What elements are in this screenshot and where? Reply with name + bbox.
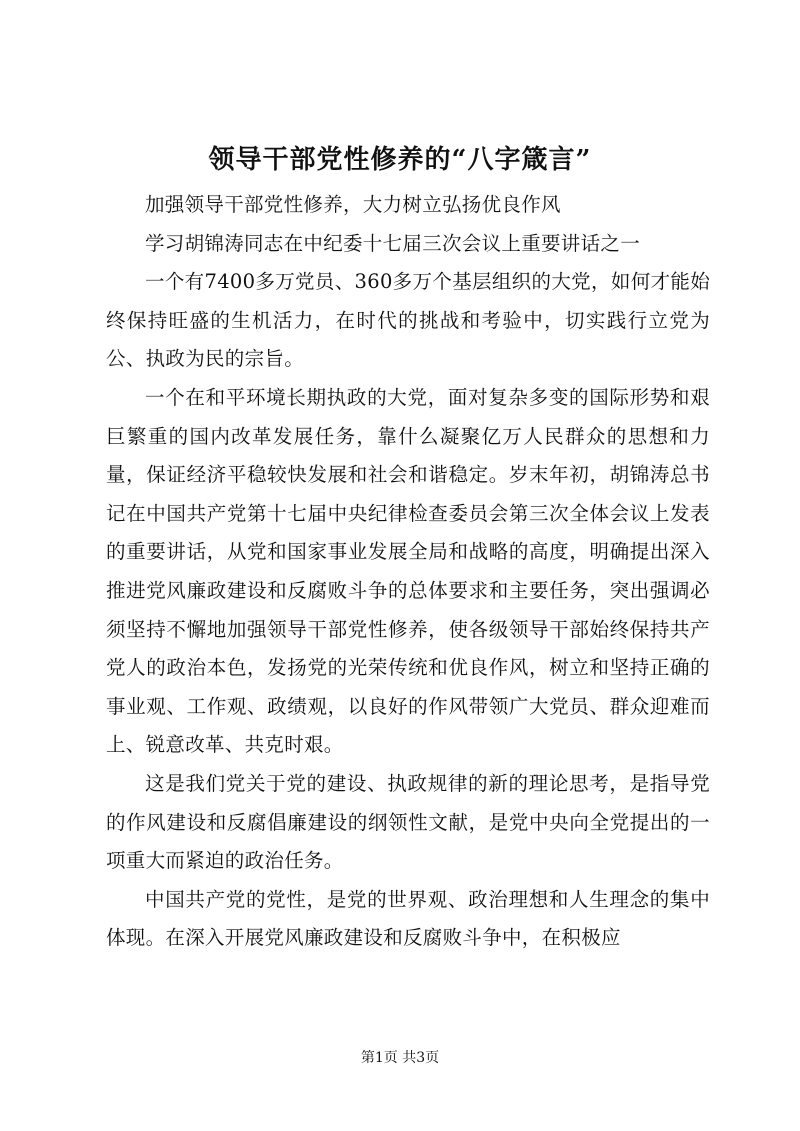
document-body [106,186,710,958]
body-paragraph: 一个在和平环境长期执政的大党，面对复杂多变的国际形势和艰巨繁重的国内改革发展任务，靠什么凝聚亿万人民群众的思想和力量，保证经济平稳较快发展和社会和谐稳定。岁末年初，胡锦涛总书记在中国共产党第十七届中央纪律检查委员会第三次全体会议上发表的重要讲话，从党和国家事业发展全局和战略的高度，明确提出深入推进党风廉政建设和反腐败斗争的总体要求和主要任务，突出强调必须坚持不懈地加强领导干部党性修养，使各级领导干部始终保持共产党人的政治本色，发扬党的光荣传统和优良作风，树立和坚持正确的事业观、工作观、政绩观，以良好的作风带领广大党员、群众迎难而上、锐意改革、共克时艰。 [106,385,710,757]
document-title: 领导干部党性修养的“八字箴言” [208,145,592,175]
page-footer: 第1页 共3页 [360,1050,440,1066]
subtitle-paragraph: 加强领导干部党性修养，大力树立弘扬优良作风 [145,193,561,216]
body-paragraph: 中国共产党的党性，是党的世界观、政治理想和人生理念的集中体现。在深入开展党风廉政建设和反腐败斗争中，在积极应 [106,887,710,950]
body-paragraph: 这是我们党关于党的建设、执政规律的新的理论思考，是指导党的作风建设和反腐倡廉建设的纲领性文献，是党中央向全党提出的一项重大而紧迫的政治任务。 [106,771,710,873]
body-paragraph: 一个有7400多万党员、360多万个基层组织的大党，如何才能始终保持旺盛的生机活力，在时代的挑战和考验中，切实践行立党为公、执政为民的宗旨。 [106,270,710,371]
subheading-paragraph: 学习胡锦涛同志在中纪委十七届三次会议上重要讲话之一 [145,231,641,255]
